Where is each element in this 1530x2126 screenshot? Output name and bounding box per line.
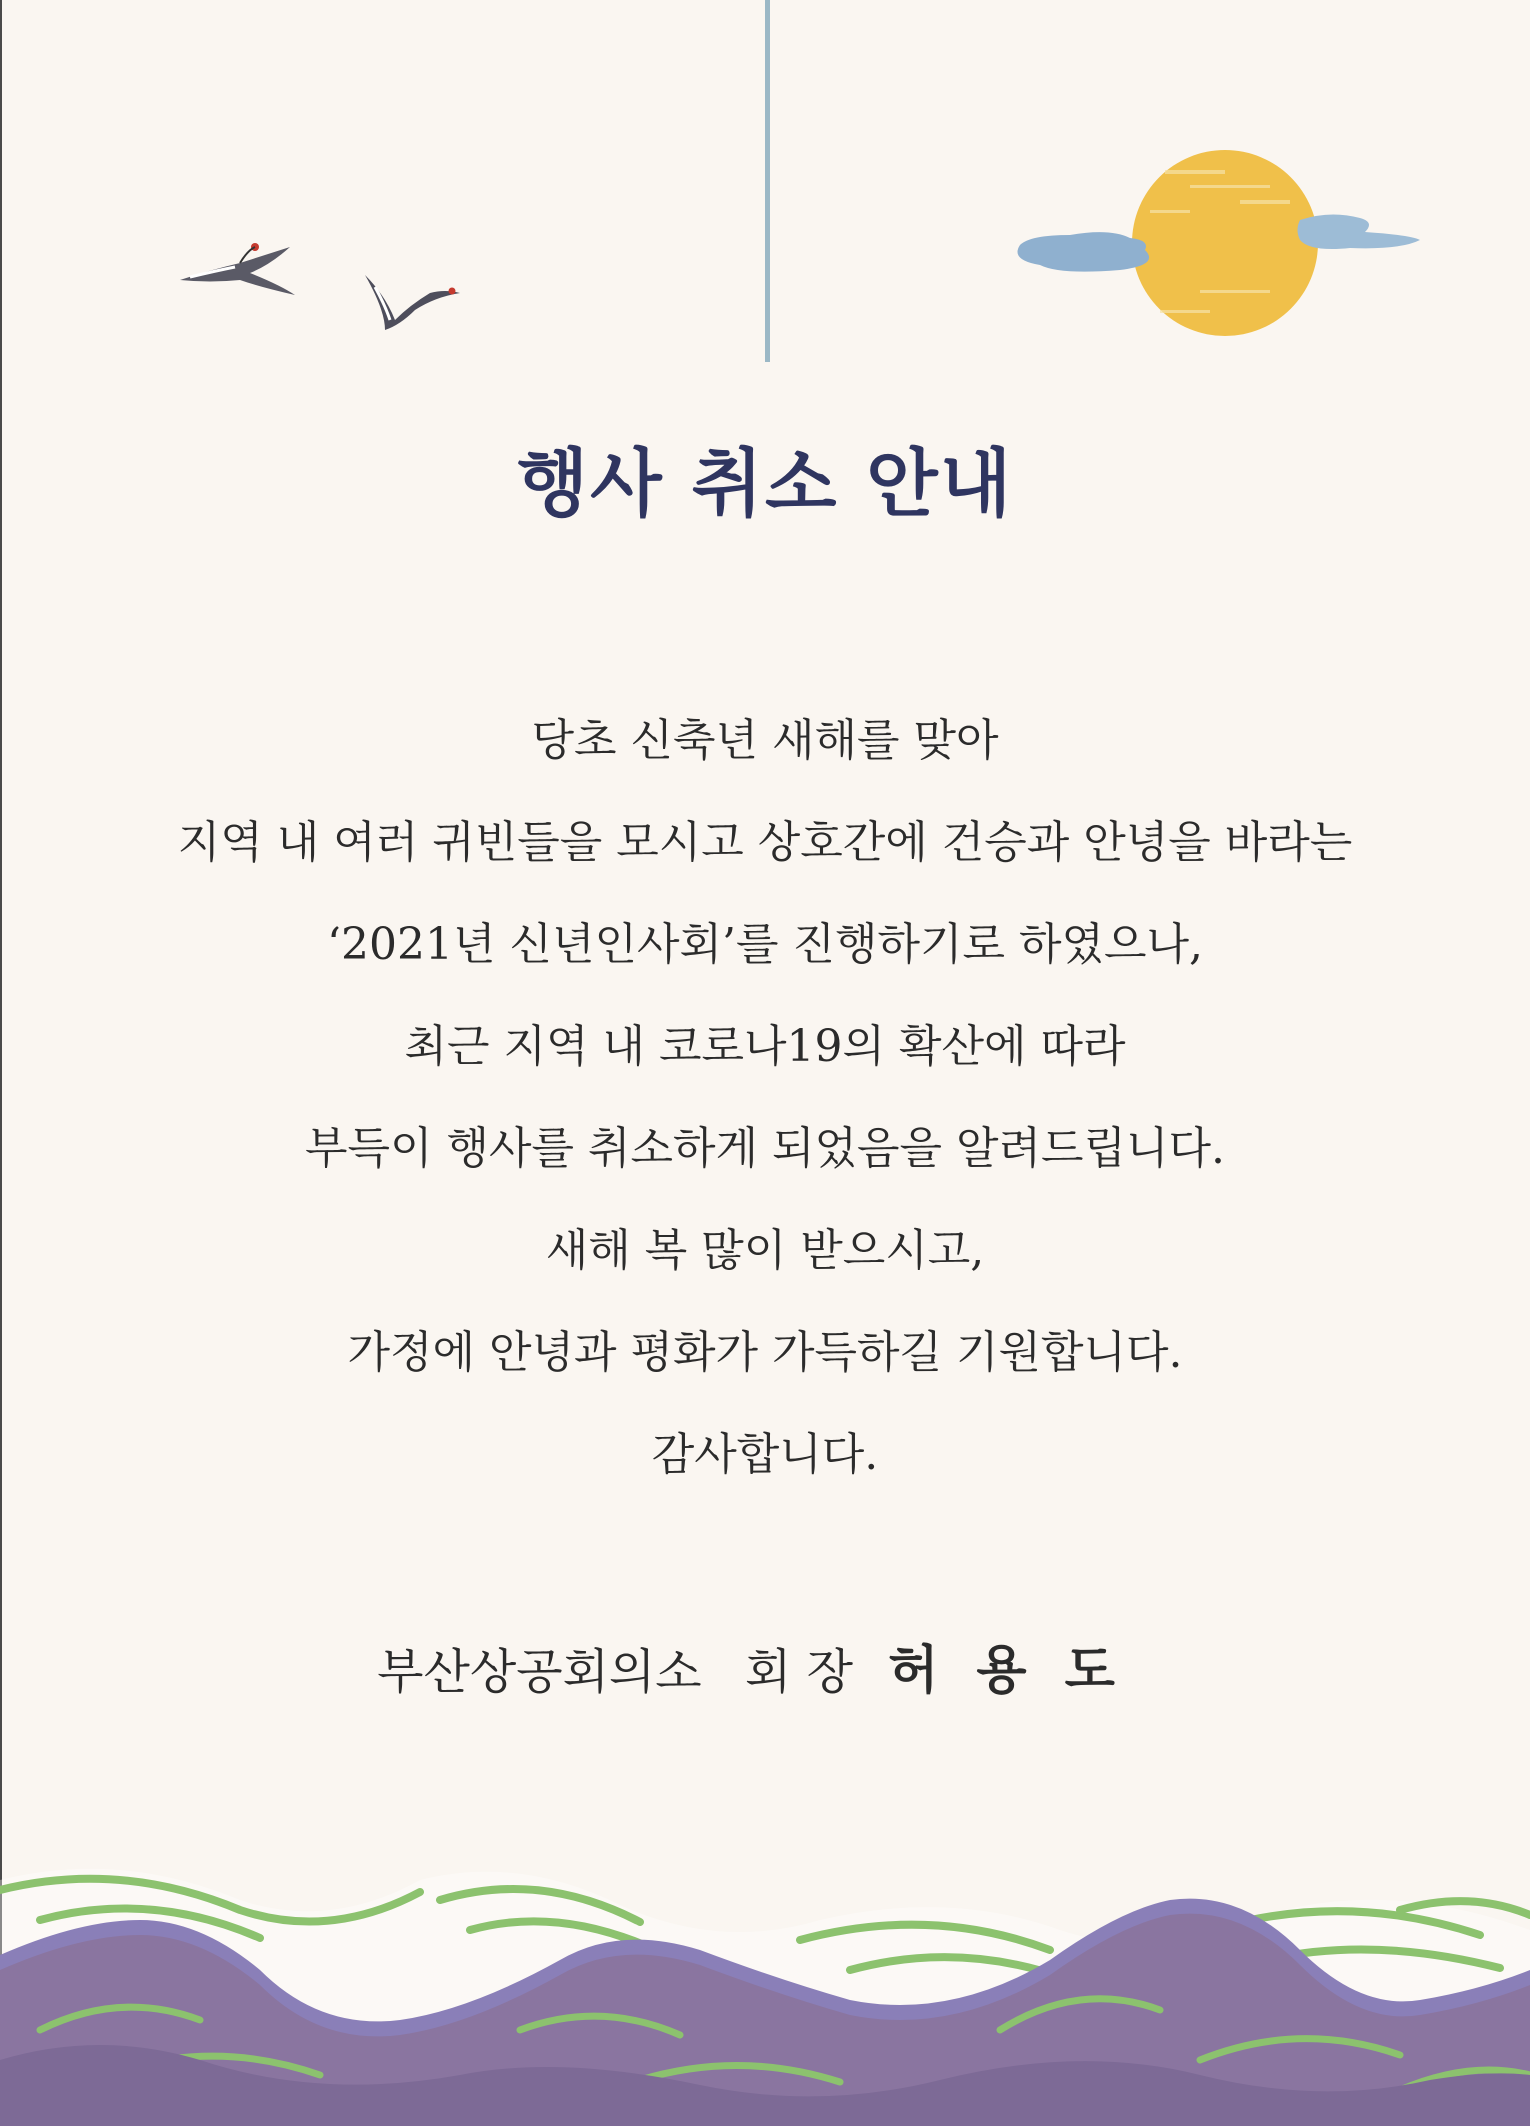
cranes-illustration [170,225,470,345]
cloud-icon [1018,232,1150,272]
page-title: 행사 취소 안내 [516,441,1014,527]
hills-illustration [0,1860,1530,2126]
announcement-body [0,690,1530,1506]
body-line: 부득이 행사를 취소하게 되었음을 알려드립니다. [304,1123,1225,1174]
crane-icon [180,243,295,295]
body-line: 새해 복 많이 받으시고, [545,1225,985,1276]
crane-icon [365,275,460,330]
signature-name: 허용도 [888,1640,1153,1701]
body-line: ‘2021년 신년인사회’를 진행하기로 하였으나, [327,919,1203,970]
body-line: 가정에 안녕과 평화가 가득하길 기원합니다. [347,1327,1183,1378]
body-line: 지역 내 여러 귀빈들을 모시고 상호간에 건승과 안녕을 바라는 [177,817,1353,868]
signature [0,1628,1530,1703]
moon-icon [1132,150,1318,336]
body-line: 당초 신축년 새해를 맞아 [531,715,999,766]
moon-illustration [1000,140,1430,360]
hanging-string [765,0,770,362]
cloud-icon [1298,214,1421,249]
signature-organization: 부산상공회의소 [377,1644,702,1700]
body-line: 감사합니다. [651,1429,879,1480]
body-line: 최근 지역 내 코로나19의 확산에 따라 [404,1021,1126,1072]
signature-role: 회 장 [744,1644,853,1700]
